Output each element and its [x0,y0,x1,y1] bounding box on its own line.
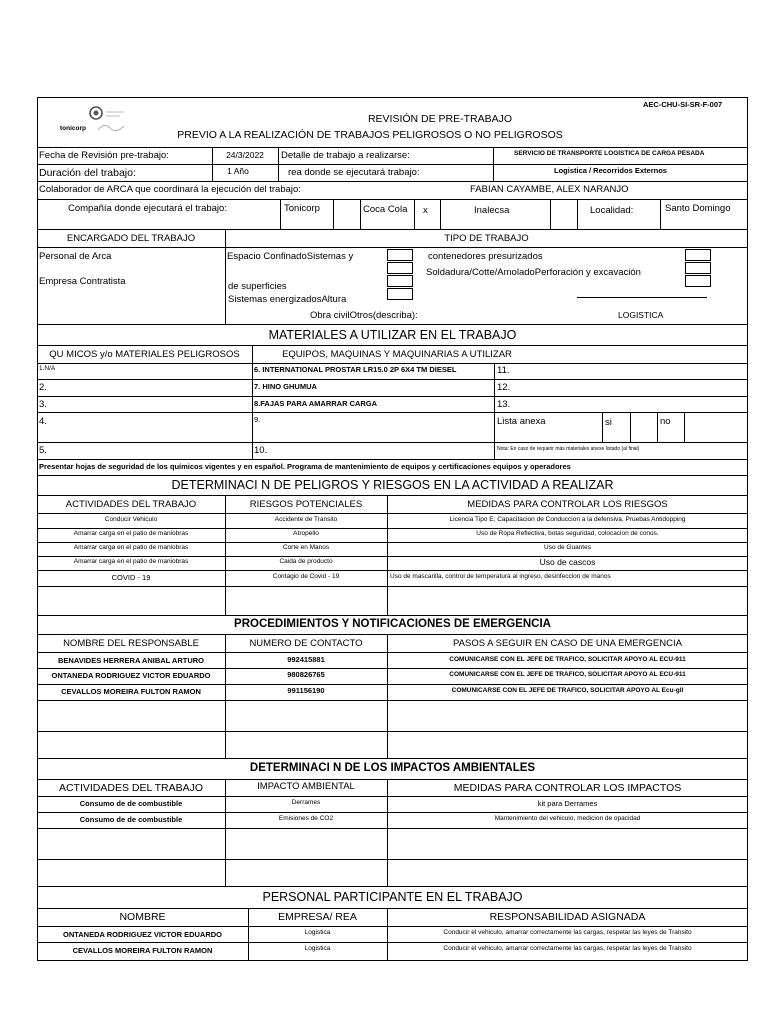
personal-row1-b: Logistica [304,929,331,936]
riesgo-row3-c: Uso de Guantes [544,544,591,551]
riesgo-row1-a: Conducir Vehiculo [104,516,158,523]
tipo-line6: Obra civilOtros(describa): [310,310,418,321]
document-code: AEC-CHU-SI-SR-F-007 [643,100,723,109]
company-inalecsa: Inalecsa [474,205,510,216]
duracion-label: Duración del trabajo: [39,167,136,179]
material-row3-c: 13. [497,399,511,410]
emergencia-row3-b: 991156190 [287,686,325,695]
emergencia-row2-a: ONTANEDA RODRIGUEZ VICTOR EDUARDO [51,671,211,680]
riesgo-row5-c: Uso de mascarilla, control de temperatura al ingreso, desinfeccion de manos [390,573,611,580]
riesgo-row1-c: Licencia Tipo E; Capacitacion de Conduccion a la defensiva, Pruebas Antidopping [449,516,686,523]
fecha-label: Fecha de Revisión pre-trabajo: [39,150,169,161]
ambiental-col-actividades: ACTIVIDADES DEL TRABAJO [58,782,204,794]
personal-row2-c: Conducir el vehiculo, amarrar correctamente las cargas, respetar las leyes de Transito [443,945,692,952]
fecha-value: 24/3/2022 [226,150,264,160]
tipo-checkbox-6[interactable] [685,262,711,274]
material-row2-c: 12. [497,382,511,393]
riesgo-row2-c: Uso de Ropa Reflectiva, botas seguridad, colocacion de conos. [476,530,659,537]
riesgo-row5-a: COVID - 19 [111,573,151,582]
material-row3-a: 3. [39,399,47,410]
riesgos-col-medidas: MEDIDAS PARA CONTROLAR LOS RIESGOS [467,499,668,510]
tipo-checkbox-4[interactable] [387,288,413,300]
riesgo-row4-c: Uso de cascos [539,557,596,567]
emergencia-col-contacto: NUMERO DE CONTACTO [249,638,363,649]
emergencia-row3-a: CEVALLOS MOREIRA FULTON RAMON [61,687,201,696]
materiales-footer: Presentar hojas de seguridad de los químicos vigentes y en español. Programa de mantenimiento de equipos y certificaciones equipos y operadores [39,462,571,471]
riesgo-row3-b: Corte en Manos [282,544,330,551]
company-coca-cola: Coca Cola [363,204,408,215]
ambiental-row1-a: Consumo de de combustible [79,799,183,808]
emergencia-row1-c: COMUNICARSE CON EL JEFE DE TRAFICO, SOLICITAR APOYO AL ECU-911 [449,656,686,663]
localidad-label: Localidad: [590,205,634,216]
material-row1-b: 6. INTERNATIONAL PROSTAR LR15.0 2P 6X4 TM DIESEL [254,365,457,374]
material-row1-c: 11. [497,365,510,376]
personal-col-nombre: NOMBRE [119,911,166,923]
riesgos-col-riesgos: RIESGOS POTENCIALES [249,499,363,510]
lista-anexa-no: no [660,416,671,427]
emergencia-row2-c: COMUNICARSE CON EL JEFE DE TRAFICO, SOLICITAR APOYO AL ECU-911 [449,671,686,678]
tipo-checkbox-3[interactable] [387,275,413,287]
material-row1-a: 1.N/A [39,365,56,372]
materiales-nota: Nota: En caso de requerir más materiales anexe listado (al final) [497,446,640,452]
detalle-label: Detalle de trabajo a realizarse: [281,150,410,161]
ambiental-row2-a: Consumo de de combustible [79,815,183,824]
tipo-checkbox-1[interactable] [387,249,413,261]
localidad-value: Santo Domingo [665,203,731,214]
tipo-checkbox-7[interactable] [685,275,711,287]
tipo-title: TIPO DE TRABAJO [444,233,529,244]
form-frame [37,97,748,961]
tipo-checkbox-2[interactable] [387,262,413,274]
material-row4-b: 9. [254,415,261,424]
material-row5-a: 5. [39,445,47,456]
form-title-line2: PREVIO A LA REALIZACIÓN DE TRABAJOS PELIGROSOS O NO PELIGROSOS [177,129,563,141]
materiales-col-quimicos: QU MICOS y/o MATERIALES PELIGROSOS [49,349,240,360]
riesgo-row3-a: Amarrar carga en el patio de maniobras [73,544,189,551]
duracion-value: 1 Año [227,166,249,176]
form-title-line1: REVISIÓN DE PRE-TRABAJO [367,113,513,125]
tipo-line4: de superficies [228,281,287,292]
personal-col-responsabilidad: RESPONSABILIDAD ASIGNADA [489,911,646,923]
colaborador-value: FABIAN CAYAMBE, ALEX NARANJO [470,184,629,195]
encargado-title: ENCARGADO DEL TRABAJO [66,233,196,244]
encargado-personal: Personal de Arca [39,251,112,262]
tipo-otros-value: LOGISTICA [618,310,664,320]
lista-anexa-label: Lista anexa [497,416,546,427]
emergencia-row1-b: 992415881 [287,655,325,664]
company-tonicorp: Tonicorp [284,203,320,214]
riesgo-row1-b: Accidente de Transito [274,516,338,523]
ambiental-row2-b: Emisiones de CO2 [278,815,334,822]
riesgo-row5-b: Contagio de Covid - 19 [272,573,340,580]
personal-row2-a: CEVALLOS MOREIRA FULTON RAMON [72,946,213,955]
emergencia-col-pasos: PASOS A SEGUIR EN CASO DE UNA EMERGENCIA [453,638,682,649]
riesgos-title: DETERMINACI N DE PELIGROS Y RIESGOS EN LA ACTIVIDAD A REALIZAR [171,478,614,492]
tipo-checkbox-5[interactable] [685,249,711,261]
colaborador-label: Colaborador de ARCA que coordinará la ejecución del trabajo: [39,184,301,195]
personal-row1-a: ONTANEDA RODRIGUEZ VICTOR EDUARDO [62,930,223,939]
emergencia-row2-b: 980826765 [287,670,325,679]
riesgo-row2-b: Atropello [293,530,319,537]
encargado-empresa: Empresa Contratista [39,276,126,287]
ambiental-row2-c: Mantenimiento del vehiculo, medicion de opacidad [494,815,641,822]
personal-title: PERSONAL PARTICIPANTE EN EL TRABAJO [262,890,523,904]
detalle-value: SERVICIO DE TRANSPORTE LOGISTICA DE CARGA PESADA [514,150,705,157]
material-row4-a: 4. [39,416,47,427]
tipo-line1: Espacio ConfinadoSistemas y [227,251,354,262]
ambiental-title: DETERMINACI N DE LOS IMPACTOS AMBIENTALES [249,762,536,774]
lista-anexa-si: si [605,417,612,428]
personal-col-empresa: EMPRESA/ REA [278,911,357,923]
riesgo-row2-a: Amarrar carga en el patio de maniobras [73,530,189,537]
ambiental-row1-c: kit para Derrames [537,799,598,808]
ambiental-col-impacto: IMPACTO AMBIENTAL [257,781,355,792]
riesgo-row4-a: Amarrar carga en el patio de maniobras [73,558,189,565]
area-label: rea donde se ejecutará trabajo: [288,167,420,178]
company-coca-cola-mark: x [423,205,428,216]
logo-text: tonicorp [60,125,86,132]
material-row2-a: 2. [39,382,47,393]
tipo-line3: Soldadura/Cotte/AmoladoPerforación y excavación [426,267,641,278]
material-row2-b: 7. HINO GHUMUA [254,382,317,391]
emergencia-row1-a: BENAVIDES HERRERA ANIBAL ARTURO [58,656,204,665]
compania-label: Compañía donde ejecutará el trabajo: [68,203,227,214]
riesgo-row4-b: Caida de producto [279,558,333,565]
materiales-title: MATERIALES A UTILIZAR EN EL TRABAJO [268,328,517,342]
area-value: Logistica / Recorridos Externos [554,166,667,175]
personal-row1-c: Conducir el vehiculo, amarrar correctamente las cargas, respetar las leyes de Transito [443,929,692,936]
tipo-line2: contenedores presurizados [428,251,543,262]
emergencia-title: PROCEDIMIENTOS Y NOTIFICACIONES DE EMERGENCIA [234,618,551,630]
riesgos-col-actividades: ACTIVIDADES DEL TRABAJO [65,499,197,510]
ambiental-col-medidas: MEDIDAS PARA CONTROLAR LOS IMPACTOS [453,782,682,794]
personal-row2-b: Logistica [304,945,331,952]
tipo-line5: Sistemas energizadosAltura [228,294,347,305]
materiales-col-equipos: EQUIPOS, MAQUINAS Y MAQUINARIAS A UTILIZAR [282,349,512,360]
material-row5-b: 10. [254,445,268,456]
emergencia-col-responsable: NOMBRE DEL RESPONSABLE [63,638,199,649]
ambiental-row1-b: Derrames [291,799,321,806]
material-row3-b: 8.FAJAS PARA AMARRAR CARGA [254,399,378,408]
emergencia-row3-c: COMUNICARSE CON EL JEFE DE TRAFICO, SOLICITAR APOYO AL Ecu-gll [451,687,684,694]
